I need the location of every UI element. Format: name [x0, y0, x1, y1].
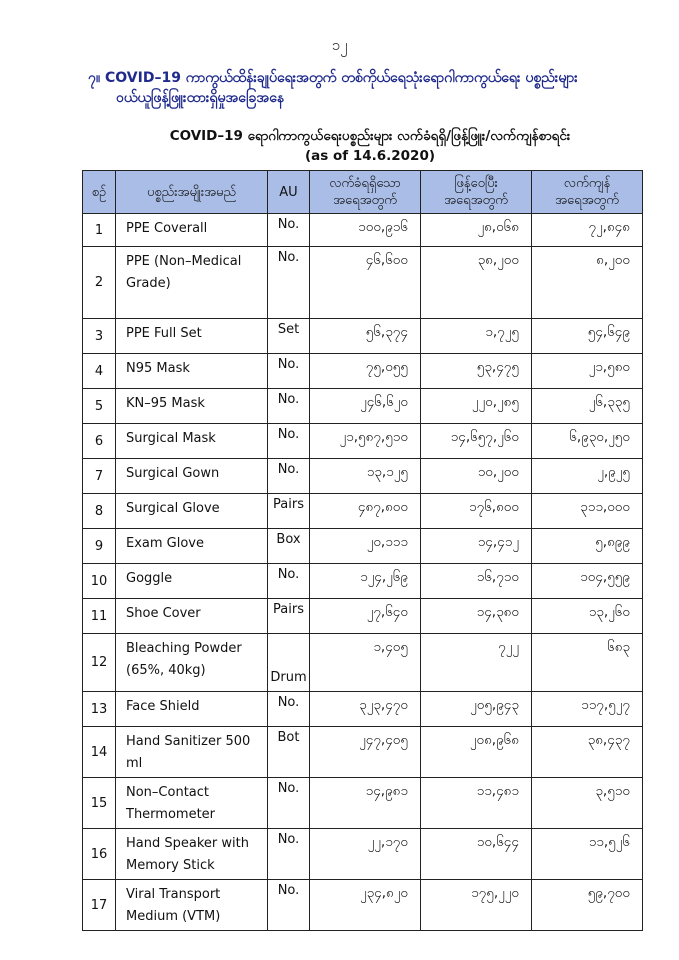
distributed-qty: ၁၇၆,၈၀၀ — [421, 494, 532, 529]
item-name: Exam Glove — [116, 529, 268, 564]
column-header-received: လက်ခံရရှိသော အရေအတွက် — [310, 171, 421, 214]
table-row — [83, 424, 643, 459]
table-row — [83, 214, 643, 247]
item-name: Surgical Mask — [116, 424, 268, 459]
unit: No. — [268, 564, 310, 599]
row-number: 5 — [83, 389, 116, 424]
unit: No. — [268, 214, 310, 247]
received-qty: ၁၀၀,၉၁၆ — [310, 214, 421, 247]
received-qty: ၁,၄၀၅ — [310, 634, 421, 692]
received-qty: ၁၃,၁၂၅ — [310, 459, 421, 494]
distributed-qty: ၇၂၂ — [421, 634, 532, 692]
received-qty: ၂၁,၅၈၇,၅၁၀ — [310, 424, 421, 459]
supplies-table — [82, 170, 643, 931]
item-name: Hand Speaker with Memory Stick — [116, 829, 268, 880]
item-name: Surgical Glove — [116, 494, 268, 529]
received-qty: ၁၂၄,၂၆၉ — [310, 564, 421, 599]
table-row — [83, 778, 643, 829]
column-header-au: AU — [268, 171, 310, 214]
column-header-balance: လက်ကျန် အရေအတွက် — [532, 171, 643, 214]
balance-qty: ၇၂,၈၄၈ — [532, 214, 643, 247]
distributed-qty: ၁၀,၂၀၀ — [421, 459, 532, 494]
balance-qty: ၈,၂၀၀ — [532, 247, 643, 319]
column-header-distributed: ဖြန့်ဝေပြီး အရေအတွက် — [421, 171, 532, 214]
distributed-qty: ၁၄,၆၅၇,၂၆၀ — [421, 424, 532, 459]
unit: Drum — [268, 634, 310, 692]
balance-qty: ၃၁၁,၀၀၀ — [532, 494, 643, 529]
distributed-qty: ၁၄,၃၈၀ — [421, 599, 532, 634]
table-row — [83, 829, 643, 880]
row-number: 9 — [83, 529, 116, 564]
row-number: 13 — [83, 692, 116, 727]
balance-qty: ၂,၉၂၅ — [532, 459, 643, 494]
table-row — [83, 529, 643, 564]
table-row — [83, 727, 643, 778]
distributed-qty: ၂၈,၀၆၈ — [421, 214, 532, 247]
row-number: 3 — [83, 319, 116, 354]
table-row — [83, 692, 643, 727]
row-number: 14 — [83, 727, 116, 778]
item-name: N95 Mask — [116, 354, 268, 389]
balance-qty: ၅၄,၆၄၉ — [532, 319, 643, 354]
balance-qty: ၁၃,၂၆၀ — [532, 599, 643, 634]
distributed-qty: ၁၆,၇၁၀ — [421, 564, 532, 599]
balance-qty: ၁၁,၅၂၆ — [532, 829, 643, 880]
received-qty: ၄၈၇,၈၀၀ — [310, 494, 421, 529]
table-row — [83, 880, 643, 931]
table-row — [83, 389, 643, 424]
distributed-qty: ၂၂၀,၂၈၅ — [421, 389, 532, 424]
section-heading — [88, 68, 648, 108]
balance-qty: ၆၈၃ — [532, 634, 643, 692]
distributed-qty: ၂၀၅,၉၄၃ — [421, 692, 532, 727]
received-qty: ၅၆,၃၇၄ — [310, 319, 421, 354]
received-qty: ၇၅,၀၅၅ — [310, 354, 421, 389]
row-number: 4 — [83, 354, 116, 389]
distributed-qty: ၁၁,၄၈၁ — [421, 778, 532, 829]
balance-qty: ၂၁,၅၈၀ — [532, 354, 643, 389]
item-name: Face Shield — [116, 692, 268, 727]
row-number: 2 — [83, 247, 116, 319]
row-number: 17 — [83, 880, 116, 931]
item-name: PPE Coverall — [116, 214, 268, 247]
unit: Pairs — [268, 599, 310, 634]
row-number: 1 — [83, 214, 116, 247]
unit: No. — [268, 424, 310, 459]
unit: No. — [268, 880, 310, 931]
unit: No. — [268, 354, 310, 389]
balance-qty: ၃,၅၁၀ — [532, 778, 643, 829]
row-number: 12 — [83, 634, 116, 692]
table-row — [83, 247, 643, 319]
received-qty: ၂၄၆,၆၂၀ — [310, 389, 421, 424]
item-name: Surgical Gown — [116, 459, 268, 494]
item-name: Goggle — [116, 564, 268, 599]
balance-qty: ၂၆,၃၃၅ — [532, 389, 643, 424]
balance-qty: ၁၁၇,၅၂၇ — [532, 692, 643, 727]
distributed-qty: ၁၄,၄၁၂ — [421, 529, 532, 564]
received-qty: ၃၂၃,၄၇၀ — [310, 692, 421, 727]
distributed-qty: ၁၀,၆၄၄ — [421, 829, 532, 880]
received-qty: ၂၀,၁၁၁ — [310, 529, 421, 564]
table-row — [83, 319, 643, 354]
item-name: Hand Sanitizer 500 ml — [116, 727, 268, 778]
unit: Pairs — [268, 494, 310, 529]
received-qty: ၁၄,၉၈၁ — [310, 778, 421, 829]
balance-qty: ၅၉,၇၀၀ — [532, 880, 643, 931]
column-header-serial: စဉ် — [83, 171, 116, 214]
row-number: 11 — [83, 599, 116, 634]
balance-qty: ၃၈,၄၃၇ — [532, 727, 643, 778]
distributed-qty: ၁၇၅,၂၂၀ — [421, 880, 532, 931]
row-number: 6 — [83, 424, 116, 459]
unit: No. — [268, 692, 310, 727]
distributed-qty: ၅၃,၄၇၅ — [421, 354, 532, 389]
table-title-line1: COVID–19 ရောဂါကာကွယ်ရေးပစ္စည်းများ လက်ခံရရှိ/ဖြန့်ဖြူး/လက်ကျန်စာရင်း — [169, 128, 571, 144]
item-name: PPE (Non–Medical Grade) — [116, 247, 268, 319]
received-qty: ၄၆,၆၀၀ — [310, 247, 421, 319]
table-header-row — [83, 171, 643, 214]
unit: Set — [268, 319, 310, 354]
item-name: PPE Full Set — [116, 319, 268, 354]
table-row — [83, 599, 643, 634]
distributed-qty: ၁,၇၂၅ — [421, 319, 532, 354]
row-number: 7 — [83, 459, 116, 494]
table-row — [83, 354, 643, 389]
received-qty: ၂၄၇,၄၀၅ — [310, 727, 421, 778]
balance-qty: ၆,၉၃၀,၂၅၀ — [532, 424, 643, 459]
item-name: Bleaching Powder (65%, 40kg) — [116, 634, 268, 692]
item-name: Viral Transport Medium (VTM) — [116, 880, 268, 931]
item-name: Non–Contact Thermometer — [116, 778, 268, 829]
row-number: 15 — [83, 778, 116, 829]
row-number: 10 — [83, 564, 116, 599]
column-header-item: ပစ္စည်းအမျိုးအမည် — [116, 171, 268, 214]
page-number: ၁၂ — [331, 36, 348, 54]
distributed-qty: ၂၀၈,၉၆၈ — [421, 727, 532, 778]
item-name: KN–95 Mask — [116, 389, 268, 424]
received-qty: ၂၃၄,၈၂၀ — [310, 880, 421, 931]
received-qty: ၂၂,၁၇၀ — [310, 829, 421, 880]
unit: No. — [268, 459, 310, 494]
unit: Bot — [268, 727, 310, 778]
row-number: 8 — [83, 494, 116, 529]
unit: Box — [268, 529, 310, 564]
item-name: Shoe Cover — [116, 599, 268, 634]
unit: No. — [268, 829, 310, 880]
table-row — [83, 494, 643, 529]
distributed-qty: ၃၈,၂၀၀ — [421, 247, 532, 319]
section-heading-line1: ၇။ COVID–19 ကာကွယ်ထိန်းချုပ်ရေးအတွက် တစ်ကိုယ်ရေသုံးရောဂါကာကွယ်ရေး ပစ္စည်းများ — [88, 70, 578, 86]
table-title — [100, 126, 640, 166]
table-title-date: (as of 14.6.2020) — [304, 148, 436, 164]
balance-qty: ၅,၈၉၉ — [532, 529, 643, 564]
balance-qty: ၁၀၄,၅၅၉ — [532, 564, 643, 599]
section-heading-line2: ဝယ်ယူဖြန့်ဖြူးထားရှိမှုအခြေအနေ — [116, 90, 285, 106]
table-row — [83, 459, 643, 494]
table-row — [83, 564, 643, 599]
row-number: 16 — [83, 829, 116, 880]
unit: No. — [268, 778, 310, 829]
received-qty: ၂၇,၆၄၀ — [310, 599, 421, 634]
unit: No. — [268, 247, 310, 319]
unit: No. — [268, 389, 310, 424]
table-row — [83, 634, 643, 692]
